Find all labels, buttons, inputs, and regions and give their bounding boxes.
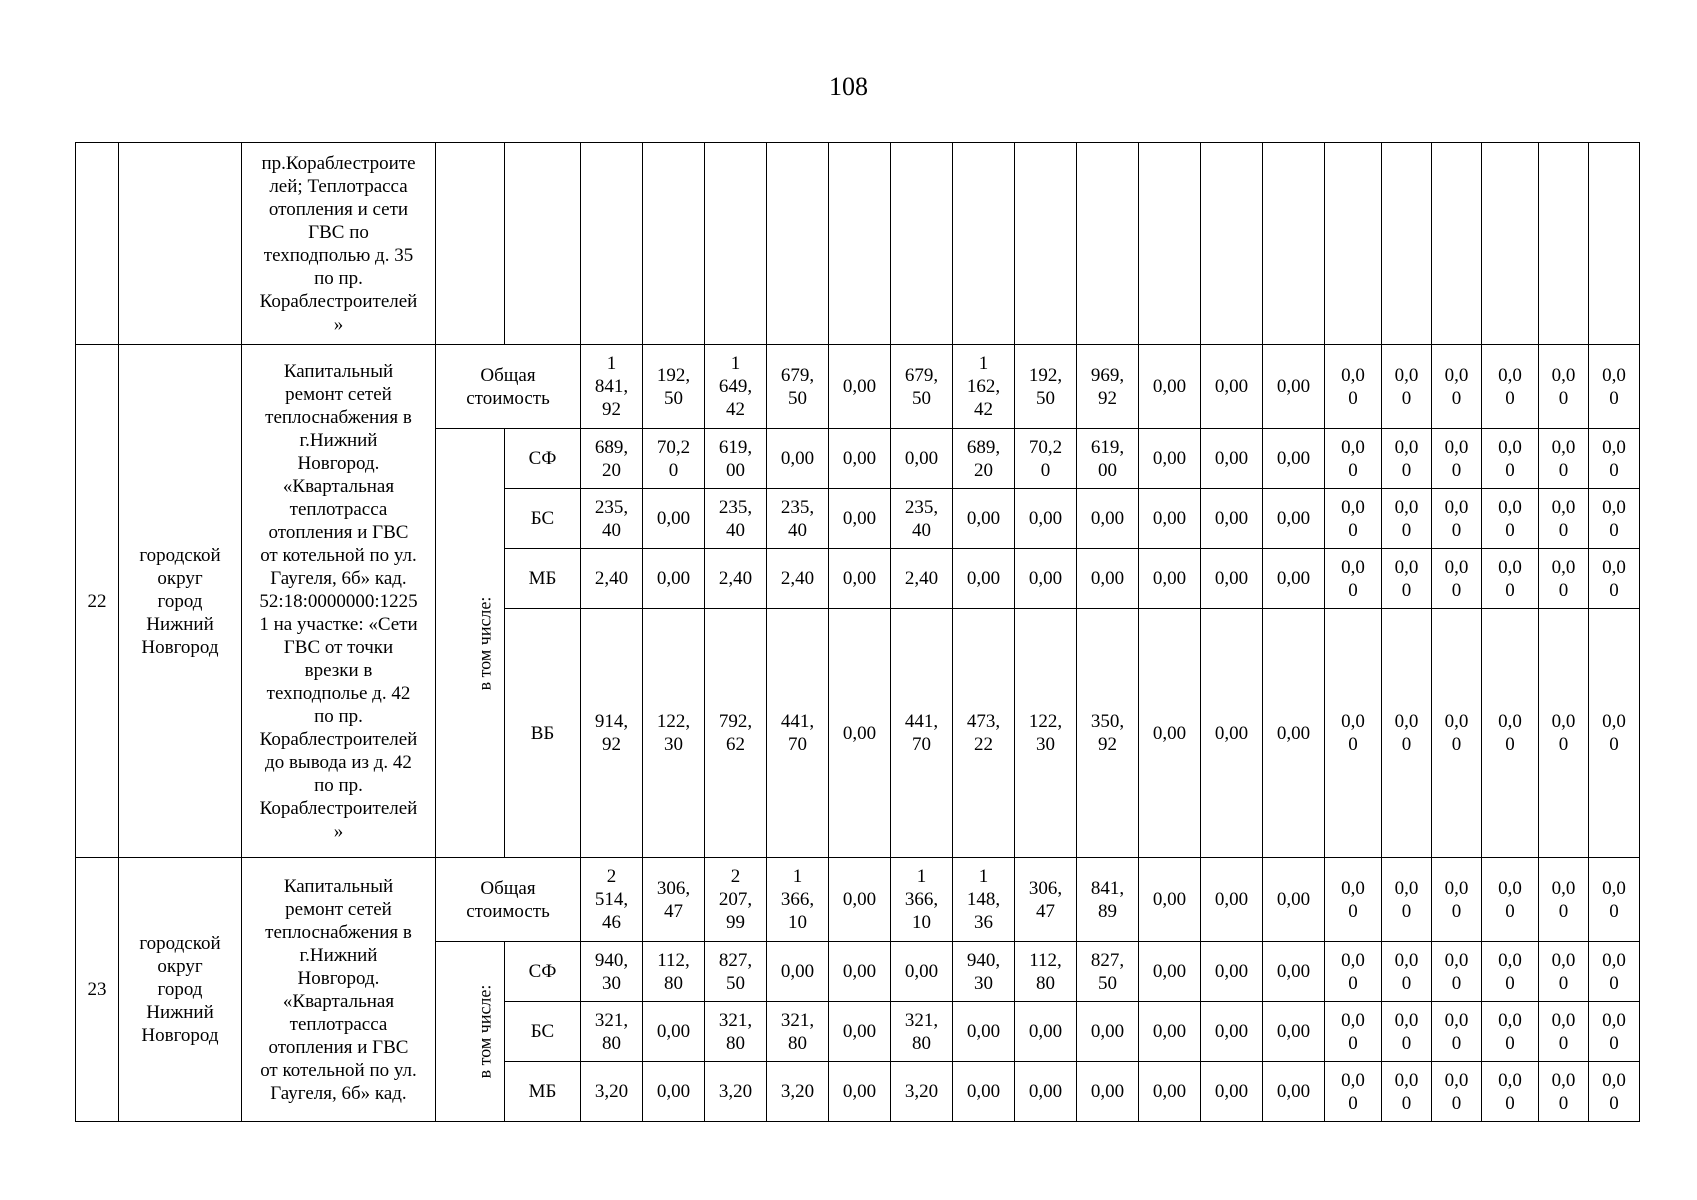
- value-cell: 827, 50: [705, 942, 767, 1002]
- value-cell: 0,00: [829, 429, 891, 489]
- cell-empty: [643, 143, 705, 345]
- value-cell: 0,0 0: [1382, 942, 1432, 1002]
- value-cell: 0,0 0: [1432, 345, 1482, 429]
- value-cell: 192, 50: [643, 345, 705, 429]
- value-cell: 0,00: [1015, 489, 1077, 549]
- value-cell: 112, 80: [643, 942, 705, 1002]
- value-cell: 0,0 0: [1432, 609, 1482, 858]
- value-cell: 3,20: [891, 1062, 953, 1122]
- value-cell: 0,00: [643, 1062, 705, 1122]
- value-cell: 0,00: [1015, 549, 1077, 609]
- cell-empty: [1589, 143, 1640, 345]
- value-cell: 0,00: [829, 942, 891, 1002]
- value-cell: 0,0 0: [1325, 429, 1382, 489]
- value-cell: 0,00: [1201, 489, 1263, 549]
- value-cell: 0,00: [1201, 942, 1263, 1002]
- value-cell: 0,0 0: [1382, 429, 1432, 489]
- fund-bs-label: БС: [505, 489, 581, 549]
- value-cell: 0,00: [1077, 1002, 1139, 1062]
- value-cell: 0,00: [767, 429, 829, 489]
- value-cell: 0,00: [829, 1062, 891, 1122]
- value-cell: 0,0 0: [1539, 1002, 1589, 1062]
- value-cell: 0,00: [953, 1062, 1015, 1122]
- value-cell: 0,00: [953, 549, 1015, 609]
- value-cell: 0,0 0: [1325, 942, 1382, 1002]
- value-cell: 235, 40: [705, 489, 767, 549]
- value-cell: 0,00: [1139, 858, 1201, 942]
- value-cell: 0,0 0: [1325, 549, 1382, 609]
- value-cell: 321, 80: [581, 1002, 643, 1062]
- value-cell: 0,00: [1263, 549, 1325, 609]
- value-cell: 0,0 0: [1432, 429, 1482, 489]
- value-cell: 0,00: [1201, 345, 1263, 429]
- value-cell: 0,00: [643, 549, 705, 609]
- value-cell: 3,20: [581, 1062, 643, 1122]
- value-cell: 0,0 0: [1539, 1062, 1589, 1122]
- value-cell: 0,0 0: [1325, 1002, 1382, 1062]
- value-cell: 473, 22: [953, 609, 1015, 858]
- value-cell: 940, 30: [953, 942, 1015, 1002]
- value-cell: 0,00: [1139, 549, 1201, 609]
- value-cell: 0,00: [1263, 858, 1325, 942]
- value-cell: 0,00: [1139, 1062, 1201, 1122]
- continuation-description: пр.Кораблестроите лей; Теплотрасса отопления и сети ГВС по техподполью д. 35 по пр. Кораблестроителей »: [242, 143, 436, 345]
- value-cell: 0,00: [1015, 1062, 1077, 1122]
- value-cell: 0,0 0: [1382, 549, 1432, 609]
- cell-empty: [1139, 143, 1201, 345]
- value-cell: 0,0 0: [1589, 858, 1640, 942]
- value-cell: 0,00: [1139, 429, 1201, 489]
- value-cell: 122, 30: [1015, 609, 1077, 858]
- including-label: в том числе:: [436, 429, 505, 858]
- value-cell: 1 841, 92: [581, 345, 643, 429]
- cell-empty: [119, 143, 242, 345]
- cell-empty: [1077, 143, 1139, 345]
- value-cell: 0,00: [953, 489, 1015, 549]
- value-cell: 0,0 0: [1539, 489, 1589, 549]
- value-cell: 0,00: [1201, 549, 1263, 609]
- value-cell: 2,40: [581, 549, 643, 609]
- value-cell: 70,2 0: [1015, 429, 1077, 489]
- value-cell: 0,0 0: [1539, 345, 1589, 429]
- value-cell: 0,0 0: [1325, 609, 1382, 858]
- value-cell: 0,00: [829, 345, 891, 429]
- value-cell: 0,0 0: [1482, 549, 1539, 609]
- value-cell: 306, 47: [1015, 858, 1077, 942]
- financing-table: [75, 142, 1640, 1122]
- value-cell: 0,0 0: [1482, 1002, 1539, 1062]
- value-cell: 0,0 0: [1482, 429, 1539, 489]
- cell-empty: [1539, 143, 1589, 345]
- fund-sf-label: СФ: [505, 942, 581, 1002]
- value-cell: 0,00: [1263, 489, 1325, 549]
- cell-empty: [436, 143, 505, 345]
- value-cell: 0,0 0: [1539, 942, 1589, 1002]
- cell-empty: [1325, 143, 1382, 345]
- value-cell: 0,0 0: [1325, 1062, 1382, 1122]
- value-cell: 0,0 0: [1432, 549, 1482, 609]
- value-cell: 0,0 0: [1482, 942, 1539, 1002]
- municipality: городской округ город Нижний Новгород: [119, 345, 242, 858]
- value-cell: 0,0 0: [1432, 1062, 1482, 1122]
- value-cell: 0,00: [1201, 1062, 1263, 1122]
- value-cell: 122, 30: [643, 609, 705, 858]
- row-number: 22: [76, 345, 119, 858]
- cell-empty: [891, 143, 953, 345]
- value-cell: 792, 62: [705, 609, 767, 858]
- cell-empty: [581, 143, 643, 345]
- value-cell: 0,0 0: [1539, 549, 1589, 609]
- value-cell: 0,00: [1015, 1002, 1077, 1062]
- value-cell: 0,00: [1201, 858, 1263, 942]
- continuation-row: [76, 143, 1640, 345]
- value-cell: 1 148, 36: [953, 858, 1015, 942]
- value-cell: 0,00: [1201, 609, 1263, 858]
- total-cost-label: Общая стоимость: [436, 858, 581, 942]
- value-cell: 321, 80: [891, 1002, 953, 1062]
- fund-mb-label: МБ: [505, 549, 581, 609]
- value-cell: 0,0 0: [1589, 1062, 1640, 1122]
- value-cell: 2,40: [767, 549, 829, 609]
- value-cell: 2 514, 46: [581, 858, 643, 942]
- value-cell: 940, 30: [581, 942, 643, 1002]
- cell-empty: [767, 143, 829, 345]
- row-number: 23: [76, 858, 119, 1122]
- cell-empty: [829, 143, 891, 345]
- project-description: Капитальный ремонт сетей теплоснабжения в г.Нижний Новгород. «Квартальная теплотрасса отопления и ГВС от котельной по ул. Гаугеля, 6б» кад. 52:18:0000000:1225 1 на участке: «Сети ГВС от точки врезки в техподполье д. 42 по пр. Кораблестроителей до вывода из д. 42 по пр. Кораблестроителей »: [242, 345, 436, 858]
- value-cell: 0,00: [829, 609, 891, 858]
- value-cell: 0,0 0: [1539, 858, 1589, 942]
- value-cell: 619, 00: [705, 429, 767, 489]
- value-cell: 0,00: [1077, 549, 1139, 609]
- value-cell: 0,00: [1263, 942, 1325, 1002]
- value-cell: 0,00: [829, 489, 891, 549]
- value-cell: 969, 92: [1077, 345, 1139, 429]
- value-cell: 0,00: [767, 942, 829, 1002]
- value-cell: 0,00: [643, 489, 705, 549]
- value-cell: 441, 70: [767, 609, 829, 858]
- cell-empty: [1482, 143, 1539, 345]
- value-cell: 441, 70: [891, 609, 953, 858]
- value-cell: 321, 80: [767, 1002, 829, 1062]
- including-label: в том числе:: [436, 942, 505, 1122]
- value-cell: 0,00: [1263, 429, 1325, 489]
- value-cell: 235, 40: [891, 489, 953, 549]
- value-cell: 0,00: [953, 1002, 1015, 1062]
- value-cell: 0,00: [1263, 345, 1325, 429]
- value-cell: 0,0 0: [1382, 1062, 1432, 1122]
- value-cell: 0,0 0: [1432, 1002, 1482, 1062]
- value-cell: 0,0 0: [1432, 942, 1482, 1002]
- value-cell: 0,0 0: [1589, 549, 1640, 609]
- value-cell: 0,00: [1263, 1002, 1325, 1062]
- fund-vb-label: ВБ: [505, 609, 581, 858]
- value-cell: 0,0 0: [1589, 429, 1640, 489]
- value-cell: 2,40: [705, 549, 767, 609]
- cell-empty: [1015, 143, 1077, 345]
- value-cell: 689, 20: [953, 429, 1015, 489]
- cell-empty: [705, 143, 767, 345]
- value-cell: 306, 47: [643, 858, 705, 942]
- value-cell: 3,20: [767, 1062, 829, 1122]
- value-cell: 0,00: [1263, 609, 1325, 858]
- value-cell: 0,00: [1077, 1062, 1139, 1122]
- value-cell: 0,0 0: [1589, 942, 1640, 1002]
- value-cell: 0,0 0: [1382, 1002, 1432, 1062]
- value-cell: 350, 92: [1077, 609, 1139, 858]
- total-cost-label: Общая стоимость: [436, 345, 581, 429]
- fund-sf-label: СФ: [505, 429, 581, 489]
- value-cell: 689, 20: [581, 429, 643, 489]
- municipality: городской округ город Нижний Новгород: [119, 858, 242, 1122]
- value-cell: 914, 92: [581, 609, 643, 858]
- value-cell: 2 207, 99: [705, 858, 767, 942]
- value-cell: 841, 89: [1077, 858, 1139, 942]
- value-cell: 0,0 0: [1482, 345, 1539, 429]
- value-cell: 0,0 0: [1382, 489, 1432, 549]
- value-cell: 0,00: [1201, 429, 1263, 489]
- row-22-total: [76, 345, 1640, 429]
- value-cell: 0,0 0: [1482, 489, 1539, 549]
- row-23-total: [76, 858, 1640, 942]
- value-cell: 0,0 0: [1325, 858, 1382, 942]
- value-cell: 0,00: [1139, 609, 1201, 858]
- value-cell: 70,2 0: [643, 429, 705, 489]
- cell-empty: [1201, 143, 1263, 345]
- value-cell: 0,0 0: [1382, 609, 1432, 858]
- value-cell: 1 366, 10: [891, 858, 953, 942]
- value-cell: 0,00: [1263, 1062, 1325, 1122]
- value-cell: 679, 50: [767, 345, 829, 429]
- value-cell: 0,0 0: [1589, 1002, 1640, 1062]
- value-cell: 0,00: [829, 858, 891, 942]
- value-cell: 0,0 0: [1482, 609, 1539, 858]
- value-cell: 192, 50: [1015, 345, 1077, 429]
- value-cell: 0,00: [1139, 942, 1201, 1002]
- value-cell: 679, 50: [891, 345, 953, 429]
- value-cell: 1 366, 10: [767, 858, 829, 942]
- value-cell: 0,00: [1201, 1002, 1263, 1062]
- value-cell: 235, 40: [581, 489, 643, 549]
- cell-empty: [505, 143, 581, 345]
- page-number: 108: [829, 72, 868, 101]
- value-cell: 3,20: [705, 1062, 767, 1122]
- value-cell: 0,0 0: [1382, 858, 1432, 942]
- cell-empty: [1382, 143, 1432, 345]
- cell-empty: [953, 143, 1015, 345]
- cell-empty: [1432, 143, 1482, 345]
- value-cell: 0,0 0: [1432, 858, 1482, 942]
- value-cell: 0,00: [1139, 345, 1201, 429]
- value-cell: 0,0 0: [1325, 489, 1382, 549]
- value-cell: 0,0 0: [1482, 858, 1539, 942]
- value-cell: 827, 50: [1077, 942, 1139, 1002]
- value-cell: 321, 80: [705, 1002, 767, 1062]
- fund-mb-label: МБ: [505, 1062, 581, 1122]
- value-cell: 0,0 0: [1589, 489, 1640, 549]
- value-cell: 2,40: [891, 549, 953, 609]
- value-cell: 0,0 0: [1432, 489, 1482, 549]
- value-cell: 0,0 0: [1382, 345, 1432, 429]
- value-cell: 0,00: [1077, 489, 1139, 549]
- fund-bs-label: БС: [505, 1002, 581, 1062]
- value-cell: 0,0 0: [1589, 609, 1640, 858]
- project-description: Капитальный ремонт сетей теплоснабжения в г.Нижний Новгород. «Квартальная теплотрасса отопления и ГВС от котельной по ул. Гаугеля, 6б» кад.: [242, 858, 436, 1122]
- value-cell: 0,00: [829, 549, 891, 609]
- value-cell: 0,00: [891, 429, 953, 489]
- value-cell: 0,00: [829, 1002, 891, 1062]
- value-cell: 0,00: [643, 1002, 705, 1062]
- value-cell: 0,00: [891, 942, 953, 1002]
- value-cell: 112, 80: [1015, 942, 1077, 1002]
- value-cell: 0,0 0: [1482, 1062, 1539, 1122]
- value-cell: 235, 40: [767, 489, 829, 549]
- value-cell: 0,0 0: [1539, 609, 1589, 858]
- value-cell: 1 162, 42: [953, 345, 1015, 429]
- value-cell: 0,00: [1139, 1002, 1201, 1062]
- cell-empty: [1263, 143, 1325, 345]
- value-cell: 619, 00: [1077, 429, 1139, 489]
- value-cell: 1 649, 42: [705, 345, 767, 429]
- value-cell: 0,00: [1139, 489, 1201, 549]
- cell-empty: [76, 143, 119, 345]
- value-cell: 0,0 0: [1539, 429, 1589, 489]
- value-cell: 0,0 0: [1589, 345, 1640, 429]
- value-cell: 0,0 0: [1325, 345, 1382, 429]
